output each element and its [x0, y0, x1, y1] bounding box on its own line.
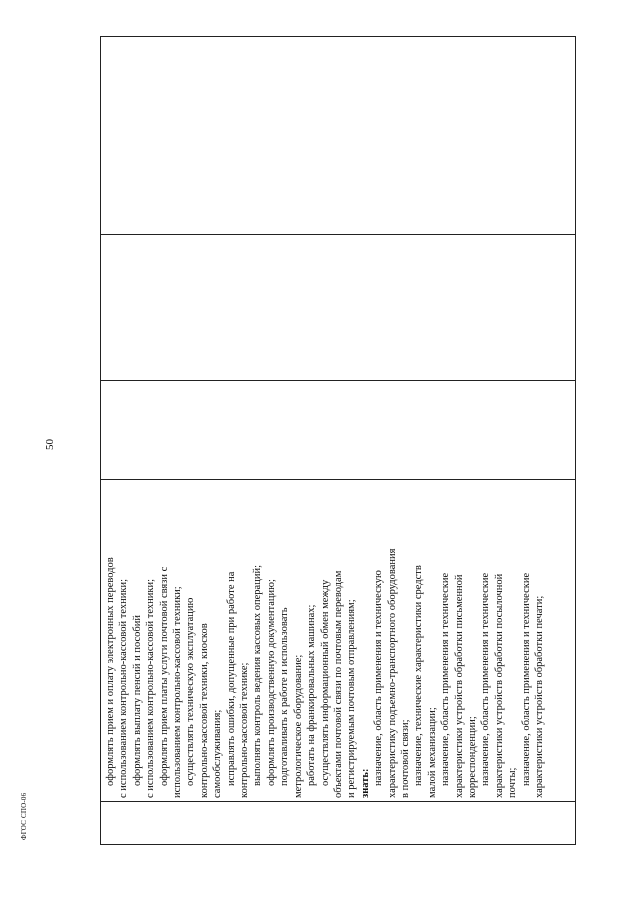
- text-line: исправлять ошибки, допущенные при работе на: [225, 571, 237, 786]
- rotated-table-container: [100, 42, 576, 845]
- text-line: оформлять производственную документацию;: [265, 579, 277, 786]
- text-line: почты;: [507, 767, 519, 798]
- text-line: характеристики устройств обработки письменной: [453, 574, 465, 798]
- text-line: оформлять прием платы услуги почтовой связи с: [158, 566, 170, 786]
- document-footer: ФГОС СПО-06: [20, 792, 28, 840]
- text-line: контрольно-кассовой технике;: [239, 662, 251, 798]
- text-line: характеристику подъемно-транспортного оборудования: [386, 548, 398, 798]
- page-number: 50: [44, 439, 56, 450]
- text-line: метрологическое оборудование;: [292, 654, 304, 798]
- text-line: оформлять прием и оплату электронных переводов: [105, 557, 116, 786]
- text-line: выполнять контроль ведения кассовых операций;: [252, 565, 264, 786]
- text-line: и регистрируемым почтовым отправлениям;: [346, 599, 358, 798]
- competency-table: [100, 36, 576, 845]
- text-line: с использованием контрольно-кассовой техники;: [145, 578, 157, 798]
- text-line: работать на франкировальных машинах;: [306, 604, 318, 786]
- text-line: характеристики устройств обработки печати;: [534, 595, 545, 798]
- text-line: самообслуживания;: [212, 709, 224, 798]
- text-line: характеристики устройств обработки посылочной: [493, 573, 505, 798]
- text-line: оформлять выплату пенсий и пособий: [131, 615, 143, 786]
- text-line: корреспонденции;: [466, 716, 478, 798]
- text-line: назначение, технические характеристики средств: [413, 565, 425, 786]
- text-line: назначение, область применения и техническую: [373, 570, 385, 786]
- table-cell-index: [101, 802, 576, 845]
- text-line: подготавливать к работе и использовать: [279, 607, 291, 786]
- section-heading: знать:: [359, 768, 371, 798]
- text-line: объектами почтовой связи по почтовым переводам: [332, 570, 344, 798]
- text-line: малой механизации;: [426, 707, 438, 798]
- text-line: использованием контрольно-кассовой техники;: [172, 586, 184, 798]
- table-cell-skills: [101, 480, 576, 802]
- table-cell-discipline: [101, 235, 576, 381]
- text-line: с использованием контрольно-кассовой техники;: [118, 578, 130, 798]
- text-line: назначение, область применения и технические: [520, 572, 532, 786]
- table-cell-hours: [101, 381, 576, 480]
- text-line: в почтовой связи;: [399, 719, 411, 798]
- text-line: осуществлять информационный обмен между: [319, 579, 331, 786]
- text-line: назначение, область применения и технические: [440, 572, 452, 786]
- text-line: осуществлять техническую эксплуатацию: [185, 597, 197, 786]
- text-line: назначение, область применения и технические: [480, 572, 492, 786]
- skills-text-block: [101, 480, 546, 801]
- table-cell-competence: [101, 37, 576, 235]
- text-line: контрольно-кассовой техники, киосков: [198, 623, 210, 798]
